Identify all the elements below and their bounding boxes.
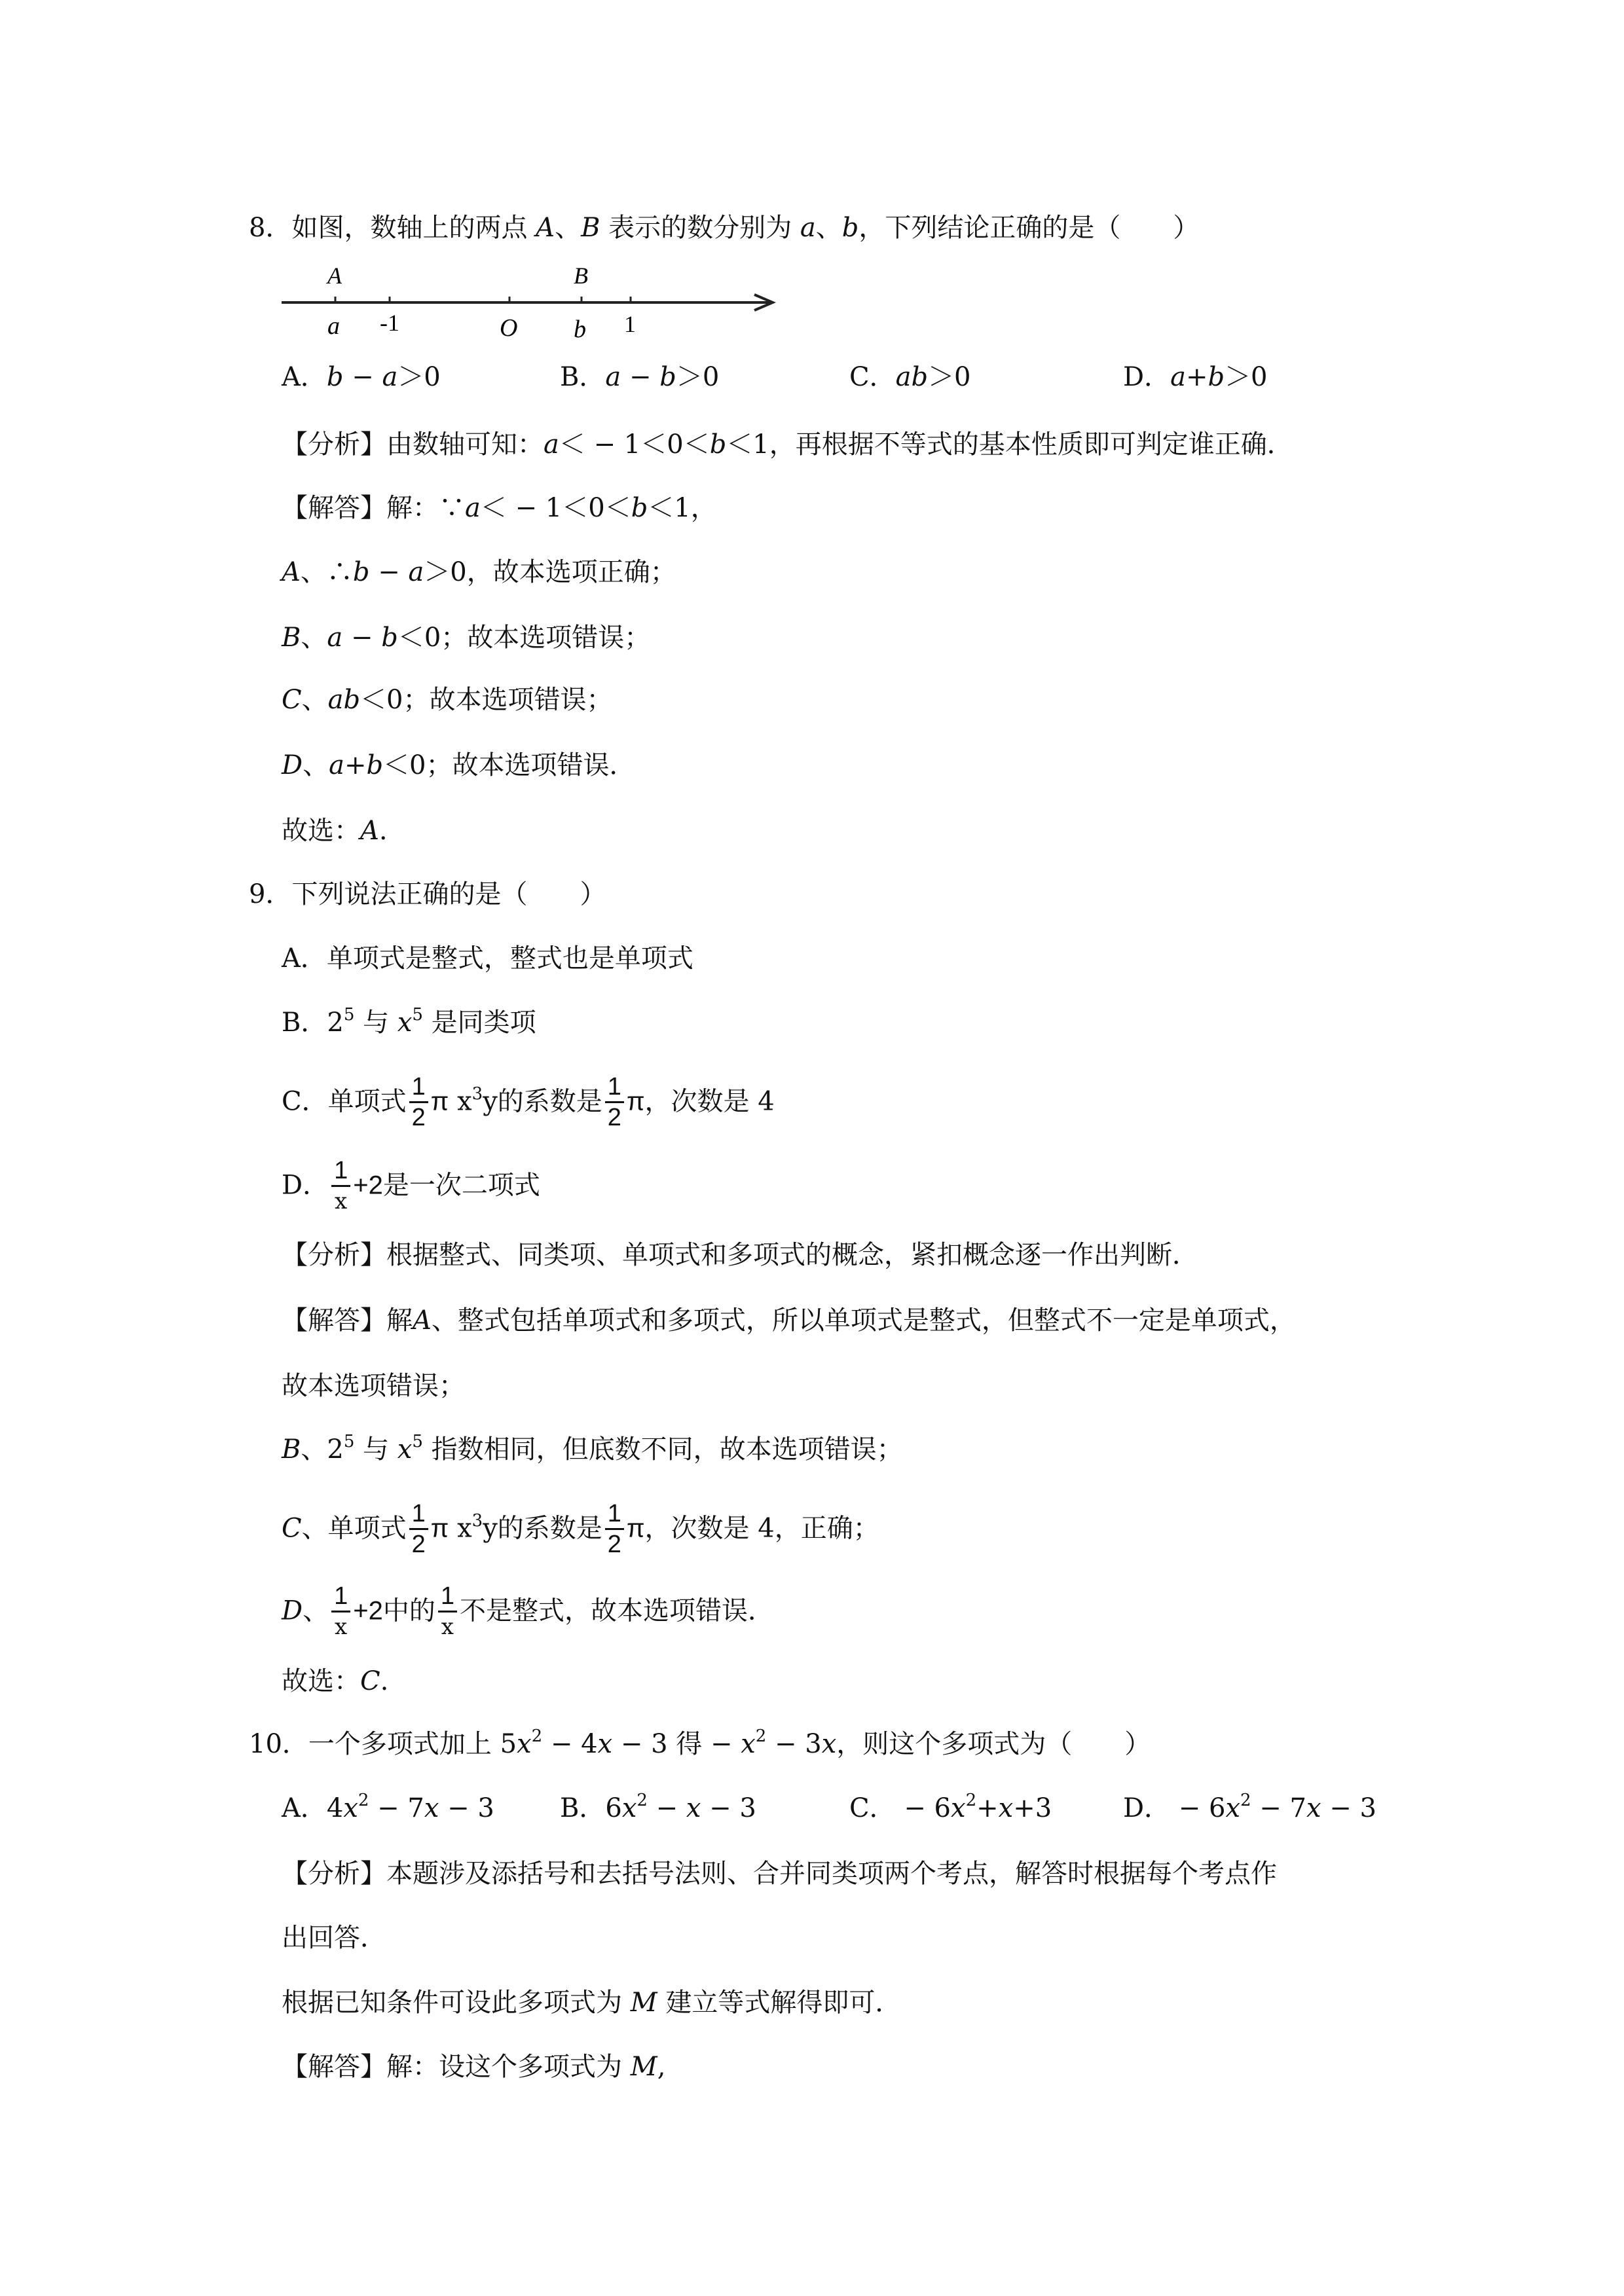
q9-analysis: 【分析】根据整式、同类项、单项式和多项式的概念，紧扣概念逐一作出判断． [282, 1240, 1198, 1270]
q10-option-c: C． − $6x^2+x+3$ [849, 1791, 1052, 1823]
q10-analysis-line-1: 【分析】本题涉及添括号和去括号法则、合并同类项两个考点，解答时根据每个考点作 [282, 1859, 1277, 1889]
q8-answer-line-a: A、∴b − a＞0，故本选项正确； [282, 557, 676, 587]
q10-option-d: D． − $6x^2 - 7x - 3$ [1123, 1791, 1376, 1823]
q8-option-c: C．ab＞0 [849, 362, 971, 392]
q8-answer-line-d: D、a+b＜0；故本选项错误． [282, 750, 636, 780]
q9-option-a: A．单项式是整式，整式也是单项式 [282, 943, 693, 974]
q8-answer-line-b: B、a − b＜0；故本选项错误； [282, 623, 651, 653]
q8-answer-head: 【解答】解：∵a＜ − 1＜0＜b＜1， [282, 493, 717, 523]
point-label-B: B [574, 263, 588, 289]
q10-stem: 10．一个多项式加上 $5x^2 - 4x - 3$ 得 − $x^2 - 3x$，则这个多项式为（ ） [249, 1726, 1151, 1759]
q10-option-b: B．$6x^2 - x - 3$ [560, 1791, 756, 1823]
q8-option-a: A．b − a＞0 [282, 362, 441, 392]
q8-choice: 故选：A. [282, 816, 388, 846]
q9-choice: 故选：C. [282, 1666, 389, 1696]
q9-answer-line-1: 【解答】解A、整式包括单项式和多项式，所以单项式是整式，但整式不一定是单项式， [282, 1305, 1296, 1336]
q9-answer-line-b: B、$2^5$ 与 $x^5$ 指数相同，但底数不同，故本选项错误； [282, 1432, 903, 1465]
q9-answer-line-c: C、单项式 $\frac{1}{2}$ π $x^3y$的系数是 $\frac{1}{2}$ π，次数是 4，正确； [282, 1500, 879, 1558]
q10-analysis-line-2: 出回答． [282, 1923, 386, 1953]
q8-option-b: B．a − b＞0 [560, 362, 720, 392]
origin-label: O [500, 314, 518, 342]
q9-answer-line-2: 故本选项错误； [282, 1371, 465, 1401]
value-label-one: 1 [624, 311, 636, 337]
q9-option-c: C．单项式 $\frac{1}{2}$ π $x^3y$的系数是 $\frac{1}{2}$ π，次数是 4 [282, 1073, 775, 1131]
q9-option-d: D． $\frac{1}{x}$ +2是一次二项式 [282, 1157, 540, 1214]
q8-option-d: D．a+b＞0 [1123, 362, 1268, 392]
q10-option-a: A．$4x^2 - 7x - 3$ [282, 1791, 494, 1823]
value-label-a: a [327, 312, 340, 340]
q10-answer: 【解答】解：设这个多项式为 M, [282, 2052, 666, 2082]
q8-stem: 8．如图，数轴上的两点 A、B 表示的数分别为 a、b，下列结论正确的是（ ） [249, 213, 1200, 243]
q10-note: 根据已知条件可设此多项式为 M 建立等式解得即可． [282, 1988, 902, 2018]
point-label-A: A [327, 263, 342, 289]
q9-stem: 9．下列说法正确的是（ ） [249, 879, 606, 909]
q8-answer-line-c: C、ab＜0；故本选项错误； [282, 685, 613, 715]
q8-analysis: 【分析】由数轴可知：a＜ − 1＜0＜b＜1，再根据不等式的基本性质即可判定谁正确． [282, 429, 1293, 460]
q9-option-b: B．$2^5$ 与 $x^5$ 是同类项 [282, 1005, 536, 1038]
value-label-b: b [574, 316, 586, 343]
number-line-figure [282, 259, 792, 350]
q9-answer-line-d: D、 $\frac{1}{x}$ +2中的 $\frac{1}{x}$ 不是整式，故本选项错误． [282, 1582, 774, 1640]
value-label-minus-one: -1 [380, 310, 399, 336]
